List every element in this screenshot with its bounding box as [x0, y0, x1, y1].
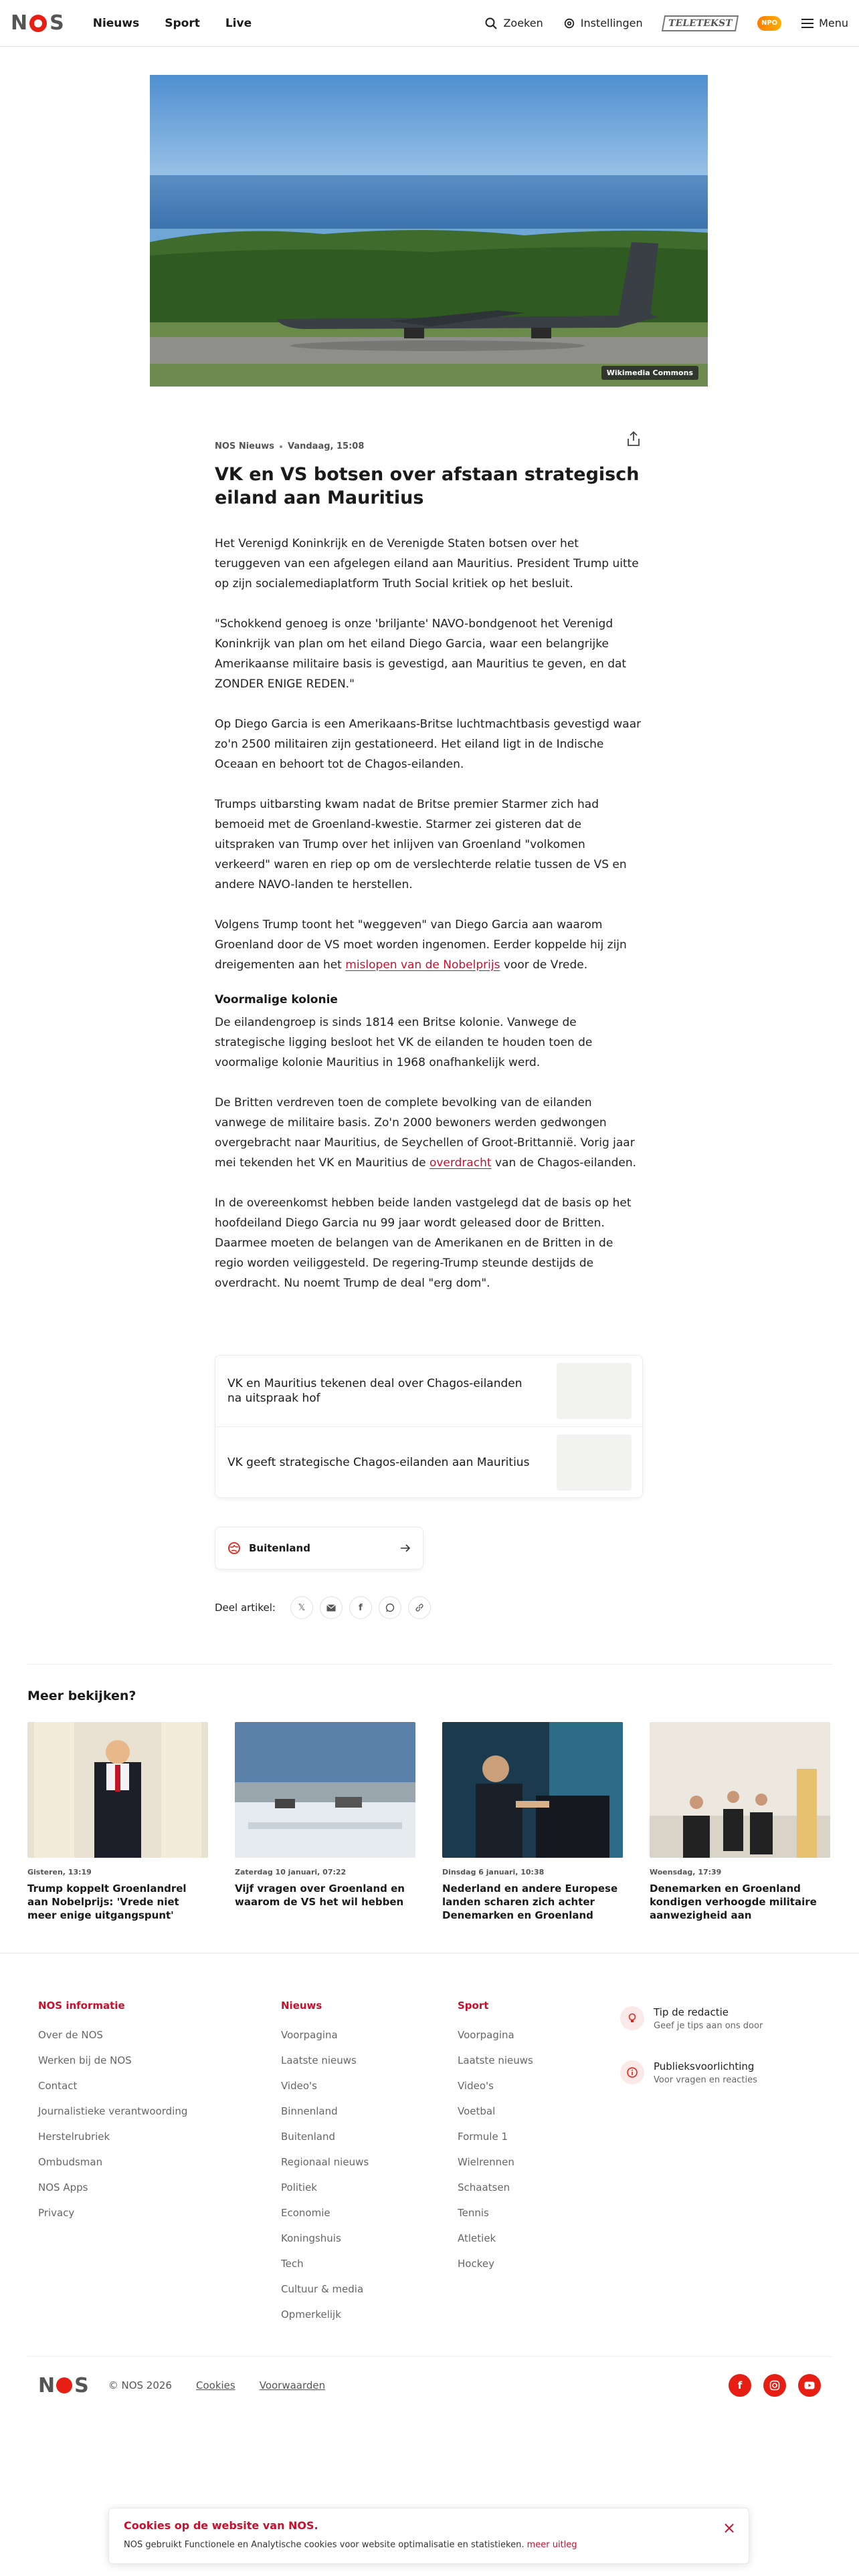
- footer-link[interactable]: Journalistieke verantwoording: [38, 2105, 188, 2117]
- related-articles: [215, 1355, 643, 1498]
- logo-s: S: [74, 2373, 88, 2397]
- article: [215, 441, 643, 1293]
- info-icon: [620, 2060, 644, 2084]
- cookie-more-link[interactable]: meer uitleg: [527, 2540, 577, 2550]
- more-articles-grid: [27, 1722, 830, 1922]
- header-actions: [484, 15, 848, 31]
- cookie-banner: [108, 2508, 749, 2564]
- menu-label: Menu: [819, 17, 848, 29]
- footer-link[interactable]: Atletiek: [458, 2232, 496, 2244]
- nav-live[interactable]: Live: [225, 16, 252, 30]
- footer-link[interactable]: Ombudsman: [38, 2156, 103, 2168]
- footer-link[interactable]: NOS Apps: [38, 2181, 88, 2193]
- paragraph-5: [215, 915, 643, 975]
- search-label: Zoeken: [503, 17, 543, 29]
- share-x-button[interactable]: [290, 1596, 313, 1619]
- terms-link[interactable]: Voorwaarden: [259, 2379, 326, 2391]
- section-label: Buitenland: [249, 1542, 310, 1554]
- footer-link[interactable]: Schaatsen: [458, 2181, 510, 2193]
- article-title: VK en VS botsen over afstaan strategisch eiland aan Mauritius: [215, 464, 640, 508]
- footer-link[interactable]: Binnenland: [281, 2105, 338, 2117]
- footer-link[interactable]: Voorpagina: [281, 2029, 338, 2041]
- tip-title: Tip de redactie: [654, 2006, 729, 2018]
- share-whatsapp-button[interactable]: [379, 1596, 401, 1619]
- footer-col-sport: [458, 2000, 533, 2276]
- social-links: [729, 2374, 821, 2397]
- more-section-title: Meer bekijken?: [27, 1689, 136, 1703]
- footer-link[interactable]: Regionaal nieuws: [281, 2156, 369, 2168]
- search-icon: [484, 17, 498, 30]
- footer-heading-info: NOS informatie: [38, 2000, 125, 2012]
- main-nav: [93, 17, 252, 30]
- footer-link[interactable]: Privacy: [38, 2207, 75, 2219]
- hero-image: [150, 75, 708, 387]
- article-card-title: Trump koppelt Groenlandrel aan Nobelprijs: 'Vrede niet meer enige uitgangspunt': [27, 1883, 187, 1921]
- footer-link[interactable]: Laatste nieuws: [281, 2054, 357, 2066]
- footer-link[interactable]: Koningshuis: [281, 2232, 341, 2244]
- tip-texts: [654, 2006, 763, 2031]
- paragraph-7: [215, 1093, 643, 1173]
- related-article-title: VK geeft strategische Chagos-eilanden aan Mauritius: [227, 1455, 530, 1469]
- article-card[interactable]: [27, 1722, 208, 1922]
- share-email-button[interactable]: [320, 1596, 343, 1619]
- article-card-date: Zaterdag 10 januari, 07:22: [235, 1868, 347, 1876]
- footer-link[interactable]: Formule 1: [458, 2131, 508, 2143]
- related-article[interactable]: [215, 1426, 642, 1497]
- article-card-image: [650, 1722, 830, 1858]
- footer-link[interactable]: Werken bij de NOS: [38, 2054, 132, 2066]
- cookie-text: [124, 2540, 734, 2550]
- paragraph-6: De eilandengroep is sinds 1814 een Britse kolonie. Vanwege de strategische ligging besloot het VK de eilanden te houden toen de voormalige kolonie Mauritius in 1968 onafhankelijk werd.: [215, 1016, 593, 1069]
- hamburger-icon: [801, 19, 814, 28]
- settings-label: Instellingen: [580, 17, 643, 29]
- photo-credit: Wikimedia Commons: [601, 366, 698, 380]
- article-card-title: Vijf vragen over Groenland en waarom de VS het wil hebben: [235, 1883, 405, 1908]
- related-article-title: VK en Mauritius tekenen deal over Chagos-eilanden na uitspraak hof: [227, 1377, 522, 1405]
- divider: [27, 1664, 832, 1665]
- globe-icon: [227, 1541, 241, 1555]
- section-link-buitenland[interactable]: [215, 1527, 423, 1570]
- arrow-right-icon: [400, 1543, 411, 1553]
- x-icon: 𝕏: [298, 1602, 306, 1613]
- footer-bottom-divider: [27, 2356, 832, 2357]
- instagram-icon[interactable]: [763, 2374, 786, 2397]
- paragraph-3: Op Diego Garcia is een Amerikaans-Britse luchtmachtbasis gevestigd waar zo'n 2500 militairen zijn gestationeerd. Het eiland ligt in de Indische Oceaan en behoort tot de Chagos-eilanden.: [215, 718, 642, 771]
- nobelprijs-link[interactable]: mislopen van de Nobelprijs: [345, 958, 500, 972]
- article-time: Vandaag, 15:08: [287, 441, 365, 451]
- youtube-icon[interactable]: [798, 2374, 821, 2397]
- footer-heading-nieuws: Nieuws: [281, 2000, 322, 2012]
- footer-bottom: [38, 2372, 821, 2399]
- publieksvoorlichting-link[interactable]: [620, 2060, 757, 2085]
- paragraph-8: In de overeenkomst hebben beide landen vastgelegd dat de basis op het hoofdeiland Diego Garcia nu 99 jaar wordt geleased door de Britten. Daarmee moeten de belangen van de Amerikanen en de Britten in de regio worden veiliggesteld. De regering-Trump steunde destijds de overdracht. Nu noemt Trump de deal "erg dom".: [215, 1196, 632, 1290]
- copy-link-button[interactable]: [408, 1596, 431, 1619]
- footer-link[interactable]: Hockey: [458, 2258, 494, 2270]
- nos-logo[interactable]: [11, 11, 64, 35]
- article-card-date: Woensdag, 17:39: [650, 1868, 722, 1876]
- npo-link[interactable]: NPO: [757, 16, 781, 31]
- share-row: [215, 1596, 431, 1619]
- footer-link[interactable]: Opmerkelijk: [281, 2309, 341, 2321]
- footer-link[interactable]: Cultuur & media: [281, 2283, 364, 2295]
- teletekst-link[interactable]: TELETEKST: [662, 15, 739, 31]
- pub-texts: [654, 2060, 757, 2085]
- footer-link[interactable]: Wielrennen: [458, 2156, 514, 2168]
- share-label: Deel artikel:: [215, 1602, 276, 1614]
- tip-de-redactie-link[interactable]: [620, 2006, 763, 2031]
- whatsapp-icon: [385, 1603, 395, 1612]
- article-card-title: Denemarken en Groenland kondigen verhoogde militaire aanwezigheid aan: [650, 1883, 817, 1921]
- subheading: Voormalige kolonie: [215, 993, 338, 1006]
- paragraph-5-text-b: voor de Vrede.: [500, 958, 588, 972]
- footer-link[interactable]: Voorpagina: [458, 2029, 514, 2041]
- link-icon: [415, 1603, 424, 1612]
- footer-link[interactable]: Politiek: [281, 2181, 317, 2193]
- footer-col-nieuws: [281, 2000, 369, 2327]
- mail-icon: [326, 1604, 336, 1612]
- footer-legal-links: [108, 2379, 325, 2391]
- footer-col-info: [38, 2000, 187, 2226]
- article-source: NOS Nieuws: [215, 441, 274, 451]
- article-card[interactable]: [442, 1722, 623, 1922]
- article-card[interactable]: [235, 1722, 415, 1922]
- facebook-icon: f: [359, 1602, 363, 1613]
- article-card-title: Nederland en andere Europese landen scharen zich achter Denemarken en Groenland: [442, 1883, 618, 1921]
- footer-nos-logo[interactable]: [38, 2374, 88, 2397]
- search-button[interactable]: [484, 17, 543, 30]
- article-meta: [215, 441, 643, 451]
- article-body: [215, 534, 643, 1293]
- paragraph-5-text-a: Volgens Trump toont het "weggeven" van Diego Garcia aan waarom Groenland door de VS moet worden ingenomen. Eerder koppelde hij zijn dreigementen aan het: [215, 918, 627, 972]
- logo-o-mark: [29, 15, 47, 32]
- nav-sport[interactable]: Sport: [165, 16, 200, 30]
- footer-link[interactable]: Economie: [281, 2207, 330, 2219]
- article-card[interactable]: [650, 1722, 830, 1922]
- logo-s: S: [50, 11, 64, 35]
- close-icon[interactable]: ×: [722, 2518, 737, 2537]
- tip-subtitle: Geef je tips aan ons door: [654, 2021, 763, 2031]
- article-card-image: [235, 1722, 415, 1858]
- cookie-description: NOS gebruikt Functionele en Analytische cookies voor website optimalisatie en statistieken.: [124, 2540, 524, 2550]
- article-card-date: Gisteren, 13:19: [27, 1868, 92, 1876]
- footer-link[interactable]: Contact: [38, 2080, 78, 2092]
- site-header: [0, 0, 859, 47]
- copyright: © NOS 2026: [108, 2379, 172, 2391]
- pub-subtitle: Voor vragen en reacties: [654, 2075, 757, 2085]
- paragraph-7-text-a: De Britten verdreven toen de complete bevolking van de eilanden vanwege de militaire basis. Zo'n 2000 bewoners werden gedwongen overgebracht naar Mauritius, de Seychellen of Groot-Brittannië. Vorig jaar mei tekenden het VK en Mauritius de: [215, 1096, 635, 1170]
- overdracht-link[interactable]: overdracht: [429, 1156, 492, 1170]
- gear-icon: [563, 17, 575, 29]
- footer-link[interactable]: Tennis: [458, 2207, 489, 2219]
- lightbulb-icon: [620, 2006, 644, 2030]
- footer-link[interactable]: Video's: [281, 2080, 317, 2092]
- footer-link[interactable]: Voetbal: [458, 2105, 496, 2117]
- footer-link[interactable]: Video's: [458, 2080, 494, 2092]
- footer-link[interactable]: Laatste nieuws: [458, 2054, 533, 2066]
- menu-button[interactable]: [801, 17, 848, 29]
- paragraph-4: Trumps uitbarsting kwam nadat de Britse premier Starmer zich had bemoeid met de Groenland-kwestie. Starmer zei gisteren dat de uitspraken van Trump over het inlijven van Groenland "volkomen verkeerd" waren en riep op om de verslechterde relatie tussen de VS en andere NAVO-landen te herstellen.: [215, 798, 627, 891]
- paragraph-1: Het Verenigd Koninkrijk en de Verenigde Staten botsen over het teruggeven van een afgelegen eiland aan Mauritius. President Trump uitte op zijn socialemediaplatform Truth Social kritiek op het besluit.: [215, 537, 639, 591]
- nav-nieuws[interactable]: Nieuws: [92, 16, 140, 30]
- footer-link[interactable]: Herstelrubriek: [38, 2131, 110, 2143]
- pub-title: Publieksvoorlichting: [654, 2060, 755, 2072]
- share-facebook-button[interactable]: [349, 1596, 372, 1619]
- footer-heading-sport: Sport: [458, 2000, 489, 2012]
- related-article[interactable]: [215, 1356, 642, 1426]
- related-article-thumbnail: [557, 1363, 632, 1419]
- meta-separator: [280, 445, 282, 448]
- paragraph-2: "Schokkend genoeg is onze 'briljante' NAVO-bondgenoot het Verenigd Koninkrijk van plan om het eiland Diego Garcia, waar een belangrijke Amerikaanse militaire basis is gevestigd, aan Mauritius te geven, en dat ZONDER ENIGE REDEN.": [215, 617, 627, 691]
- footer-link[interactable]: Buitenland: [281, 2131, 335, 2143]
- article-card-date: Dinsdag 6 januari, 10:38: [442, 1868, 545, 1876]
- share-icon[interactable]: [624, 429, 643, 448]
- footer-link[interactable]: Tech: [281, 2258, 304, 2270]
- facebook-icon[interactable]: f: [729, 2374, 751, 2397]
- related-article-thumbnail: [557, 1434, 632, 1491]
- logo-o-mark: [56, 2377, 72, 2393]
- cookie-title: Cookies op de website van NOS.: [124, 2519, 318, 2532]
- footer-link[interactable]: Over de NOS: [38, 2029, 103, 2041]
- settings-button[interactable]: [563, 17, 643, 29]
- logo-n: N: [38, 2373, 55, 2397]
- logo-n: N: [11, 11, 27, 35]
- cookies-link[interactable]: Cookies: [195, 2379, 235, 2391]
- article-card-image: [442, 1722, 623, 1858]
- b52-bomber-photo: [150, 75, 708, 387]
- paragraph-7-text-b: van de Chagos-eilanden.: [491, 1156, 637, 1170]
- article-card-image: [27, 1722, 208, 1858]
